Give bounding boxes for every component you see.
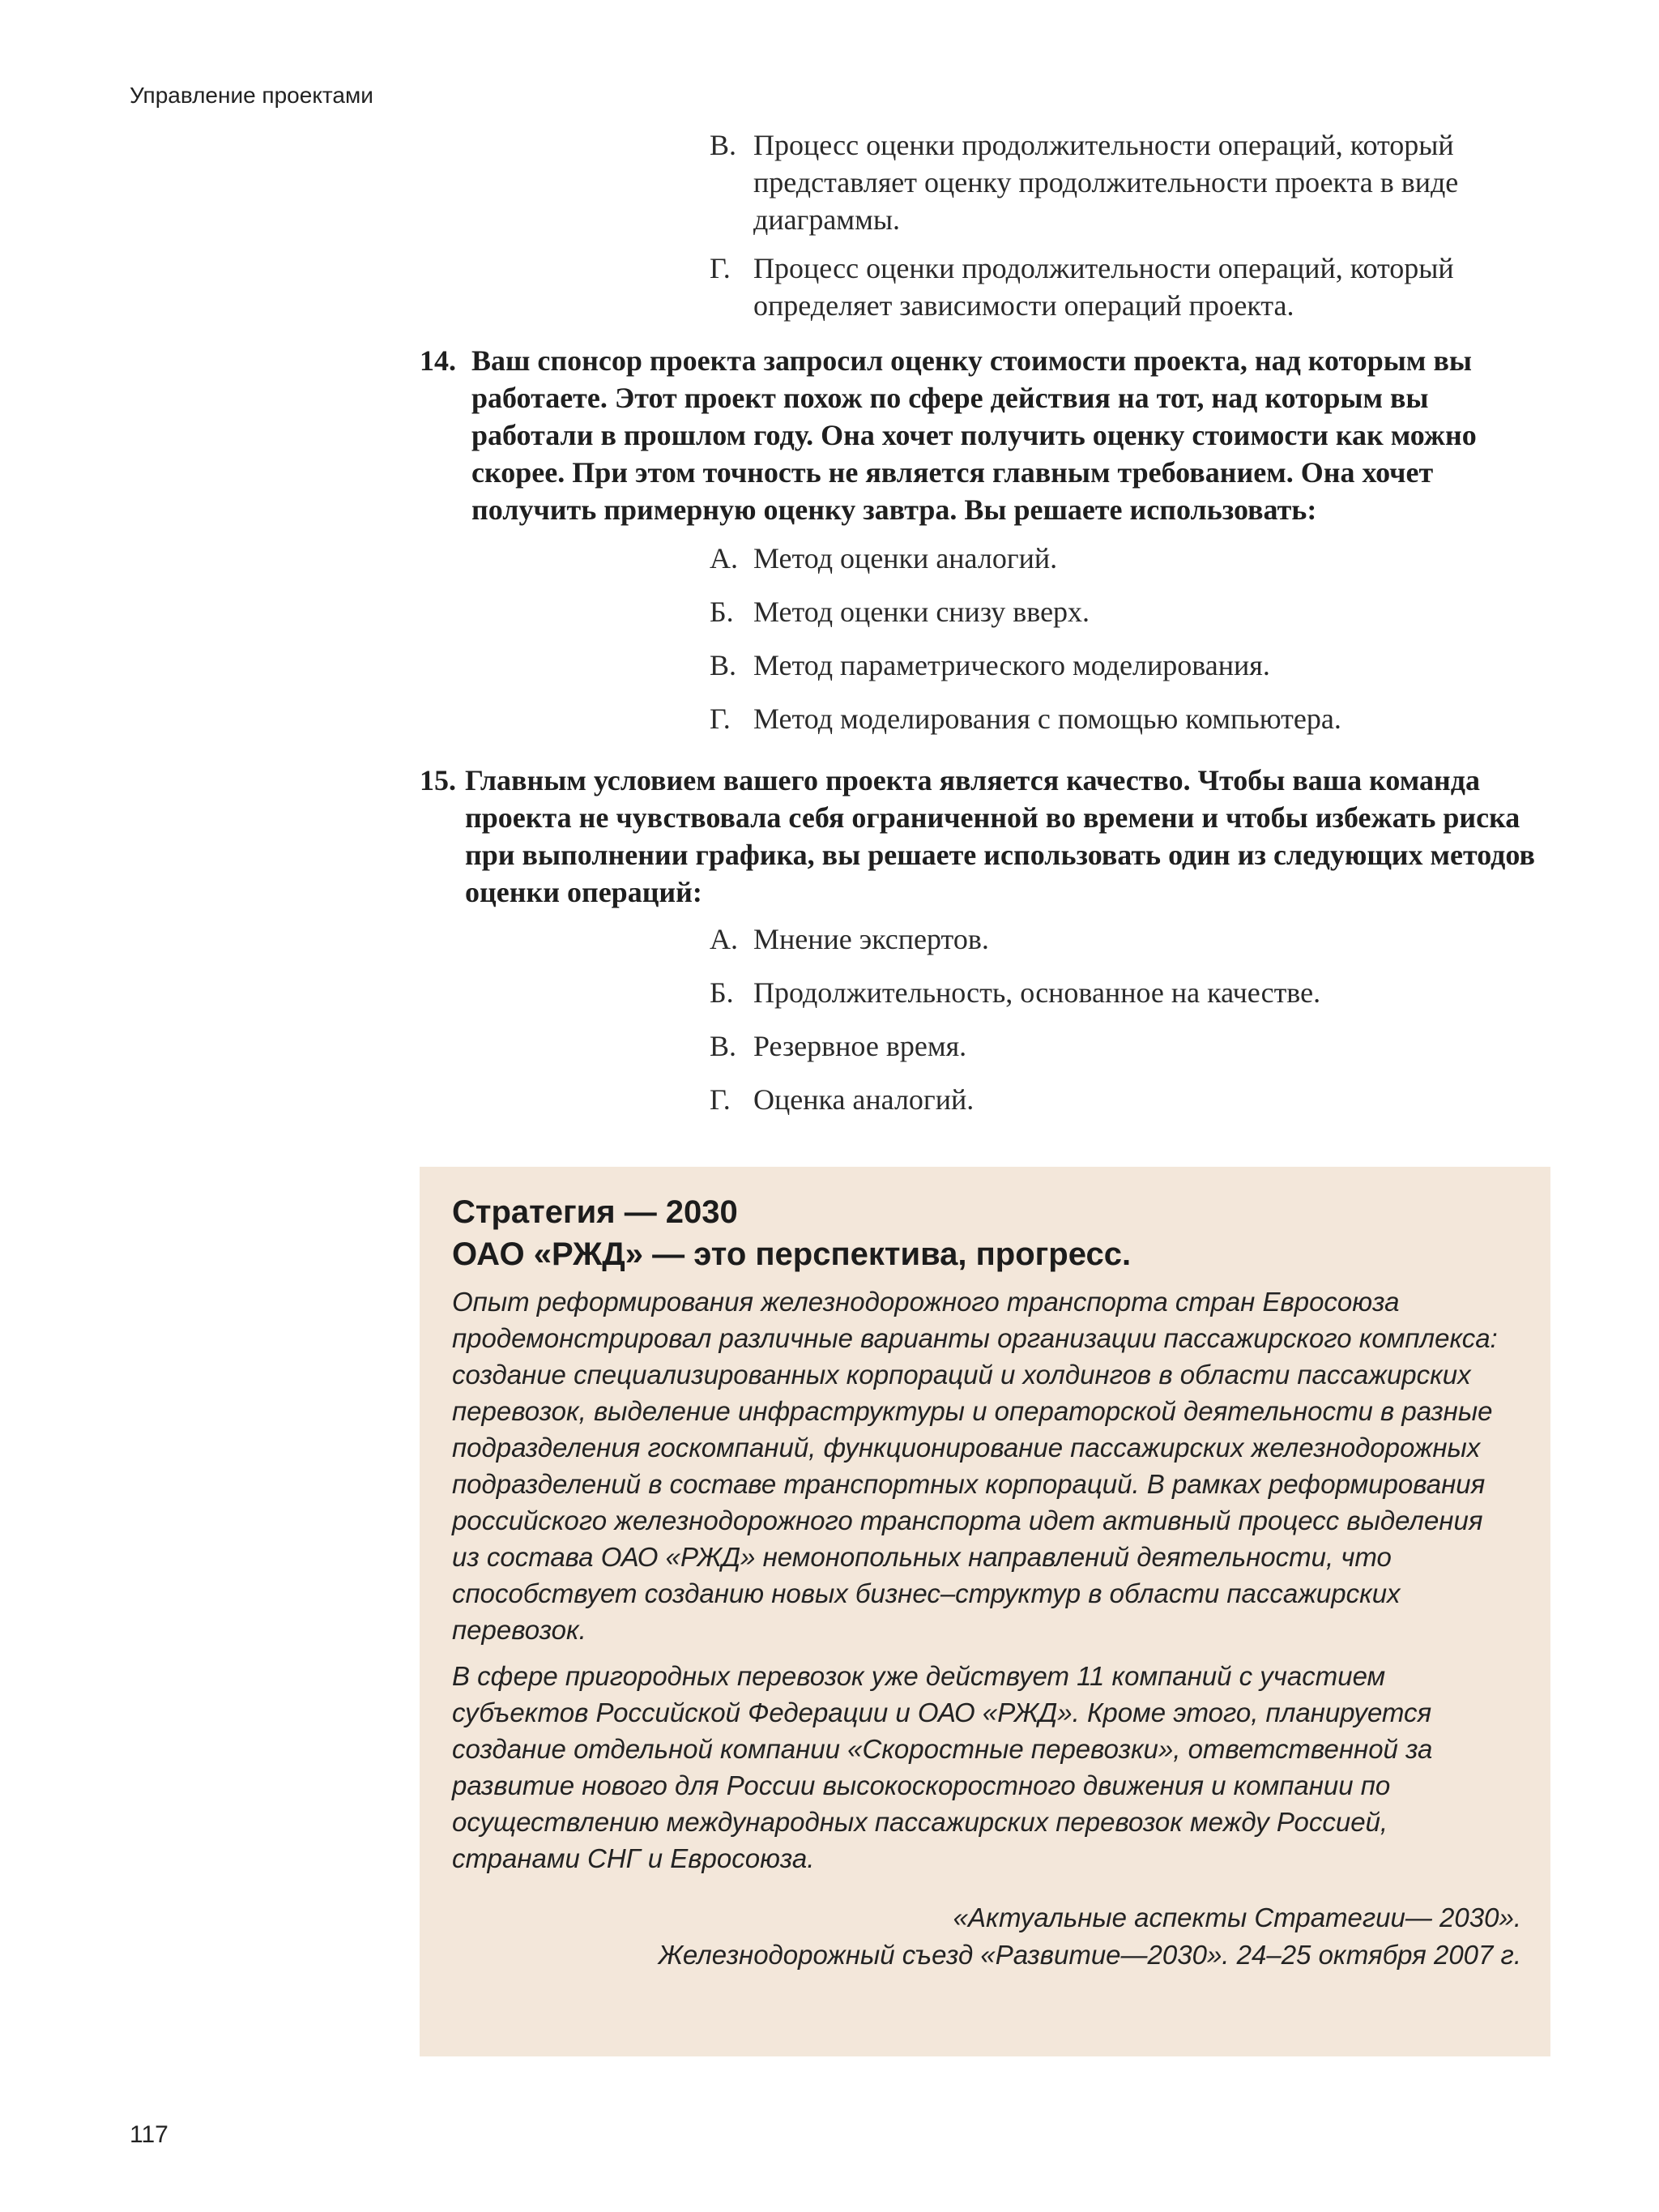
question-number: 14. <box>420 344 456 377</box>
sidebar-source <box>452 1899 1521 1974</box>
option-letter: В. <box>710 129 737 161</box>
running-head: Управление проектами <box>130 83 373 108</box>
q14-option-g <box>710 700 1552 737</box>
option-letter: Г. <box>710 1083 731 1116</box>
option-letter: В. <box>710 1030 737 1062</box>
question-text: Главным условием вашего проекта является качество. Чтобы ваша команда проекта не чувствовала себя ограниченной во времени и чтобы избежать риска при выполнении графика, вы решаете использовать один из следующих методов оценки операций: <box>465 764 1535 908</box>
option-text: Процесс оценки продолжительности операций, который определяет зависимости операций проекта. <box>753 252 1454 322</box>
option-letter: А. <box>710 542 738 574</box>
q15-option-g <box>710 1081 1552 1118</box>
sidebar-title-line-2: ОАО «РЖД» — это перспектива, прогресс. <box>452 1236 1132 1272</box>
option-text: Мнение экспертов. <box>753 923 989 955</box>
source-line-1: «Актуальные аспекты Стратегии— 2030». <box>953 1902 1521 1932</box>
q14-option-v <box>710 647 1552 684</box>
option-letter: Г. <box>710 702 731 735</box>
sidebar-paragraph-2: В сфере пригородных перевозок уже действует 11 компаний с участием субъектов Российской Федерации и ОАО «РЖД». Кроме этого, планируется создание отдельной компании «Скоростные перевозки», ответственной за развитие нового для России высокоскоростного движения и компании по осуществлению международных пассажирских перевозок между Россией, странами СНГ и Евросоюза. <box>452 1661 1433 1873</box>
strategy-2030-sidebar <box>420 1167 1550 2056</box>
option-text: Продолжительность, основанное на качестве. <box>753 976 1321 1009</box>
option-letter: А. <box>710 923 738 955</box>
q15-option-v <box>710 1027 1552 1065</box>
option-text: Метод моделирования с помощью компьютера. <box>753 702 1341 735</box>
option-text: Метод оценки аналогий. <box>753 542 1058 574</box>
sidebar-paragraph-1: Опыт реформирования железнодорожного транспорта стран Евросоюза продемонстрировал различные варианты организации пассажирского комплекса: создание специализированных корпораций и холдингов в области пассажирских перевозок, выделение инфраструктуры и операторской деятельности в разные подразделения госкомпаний, функционирование пассажирских железнодорожных подразделений в составе транспортных корпораций. В рамках реформирования российского железнодорожного транспорта идет активный процесс выделения из состава ОАО «РЖД» немонопольных направлений деятельности, что способствует созданию новых бизнес–структур в области пассажирских перевозок. <box>452 1287 1498 1645</box>
q15-option-b <box>710 974 1552 1011</box>
option-text: Процесс оценки продолжительности операций, который представляет оценку продолжительности проекта в виде диаграммы. <box>753 129 1459 236</box>
q13-option-v <box>710 126 1552 238</box>
option-text: Метод параметрического моделирования. <box>753 649 1270 681</box>
q14-option-a <box>710 540 1552 577</box>
option-text: Оценка аналогий. <box>753 1083 975 1116</box>
question-number: 15. <box>420 764 456 796</box>
option-letter: В. <box>710 649 737 681</box>
q13-option-g <box>710 250 1552 324</box>
option-text: Резервное время. <box>753 1030 967 1062</box>
option-text: Метод оценки снизу вверх. <box>753 596 1090 628</box>
question-14 <box>420 342 1550 528</box>
source-line-2: Железнодорожный съезд «Развитие—2030». 24–25 октября 2007 г. <box>658 1940 1521 1970</box>
q14-option-b <box>710 593 1552 630</box>
q15-option-a <box>710 920 1552 958</box>
option-letter: Б. <box>710 976 734 1009</box>
option-letter: Б. <box>710 596 734 628</box>
page-number: 117 <box>130 2121 168 2148</box>
question-text: Ваш спонсор проекта запросил оценку стоимости проекта, над которым вы работаете. Этот проект похож по сфере действия на тот, над которым вы работали в прошлом году. Она хочет получить оценку стоимости как можно скорее. При этом точность не является главным требованием. Она хочет получить примерную оценку завтра. Вы решаете использовать: <box>471 344 1477 526</box>
sidebar-title-line-1: Стратегия — 2030 <box>452 1194 738 1230</box>
question-15 <box>420 762 1550 911</box>
option-letter: Г. <box>710 252 731 284</box>
